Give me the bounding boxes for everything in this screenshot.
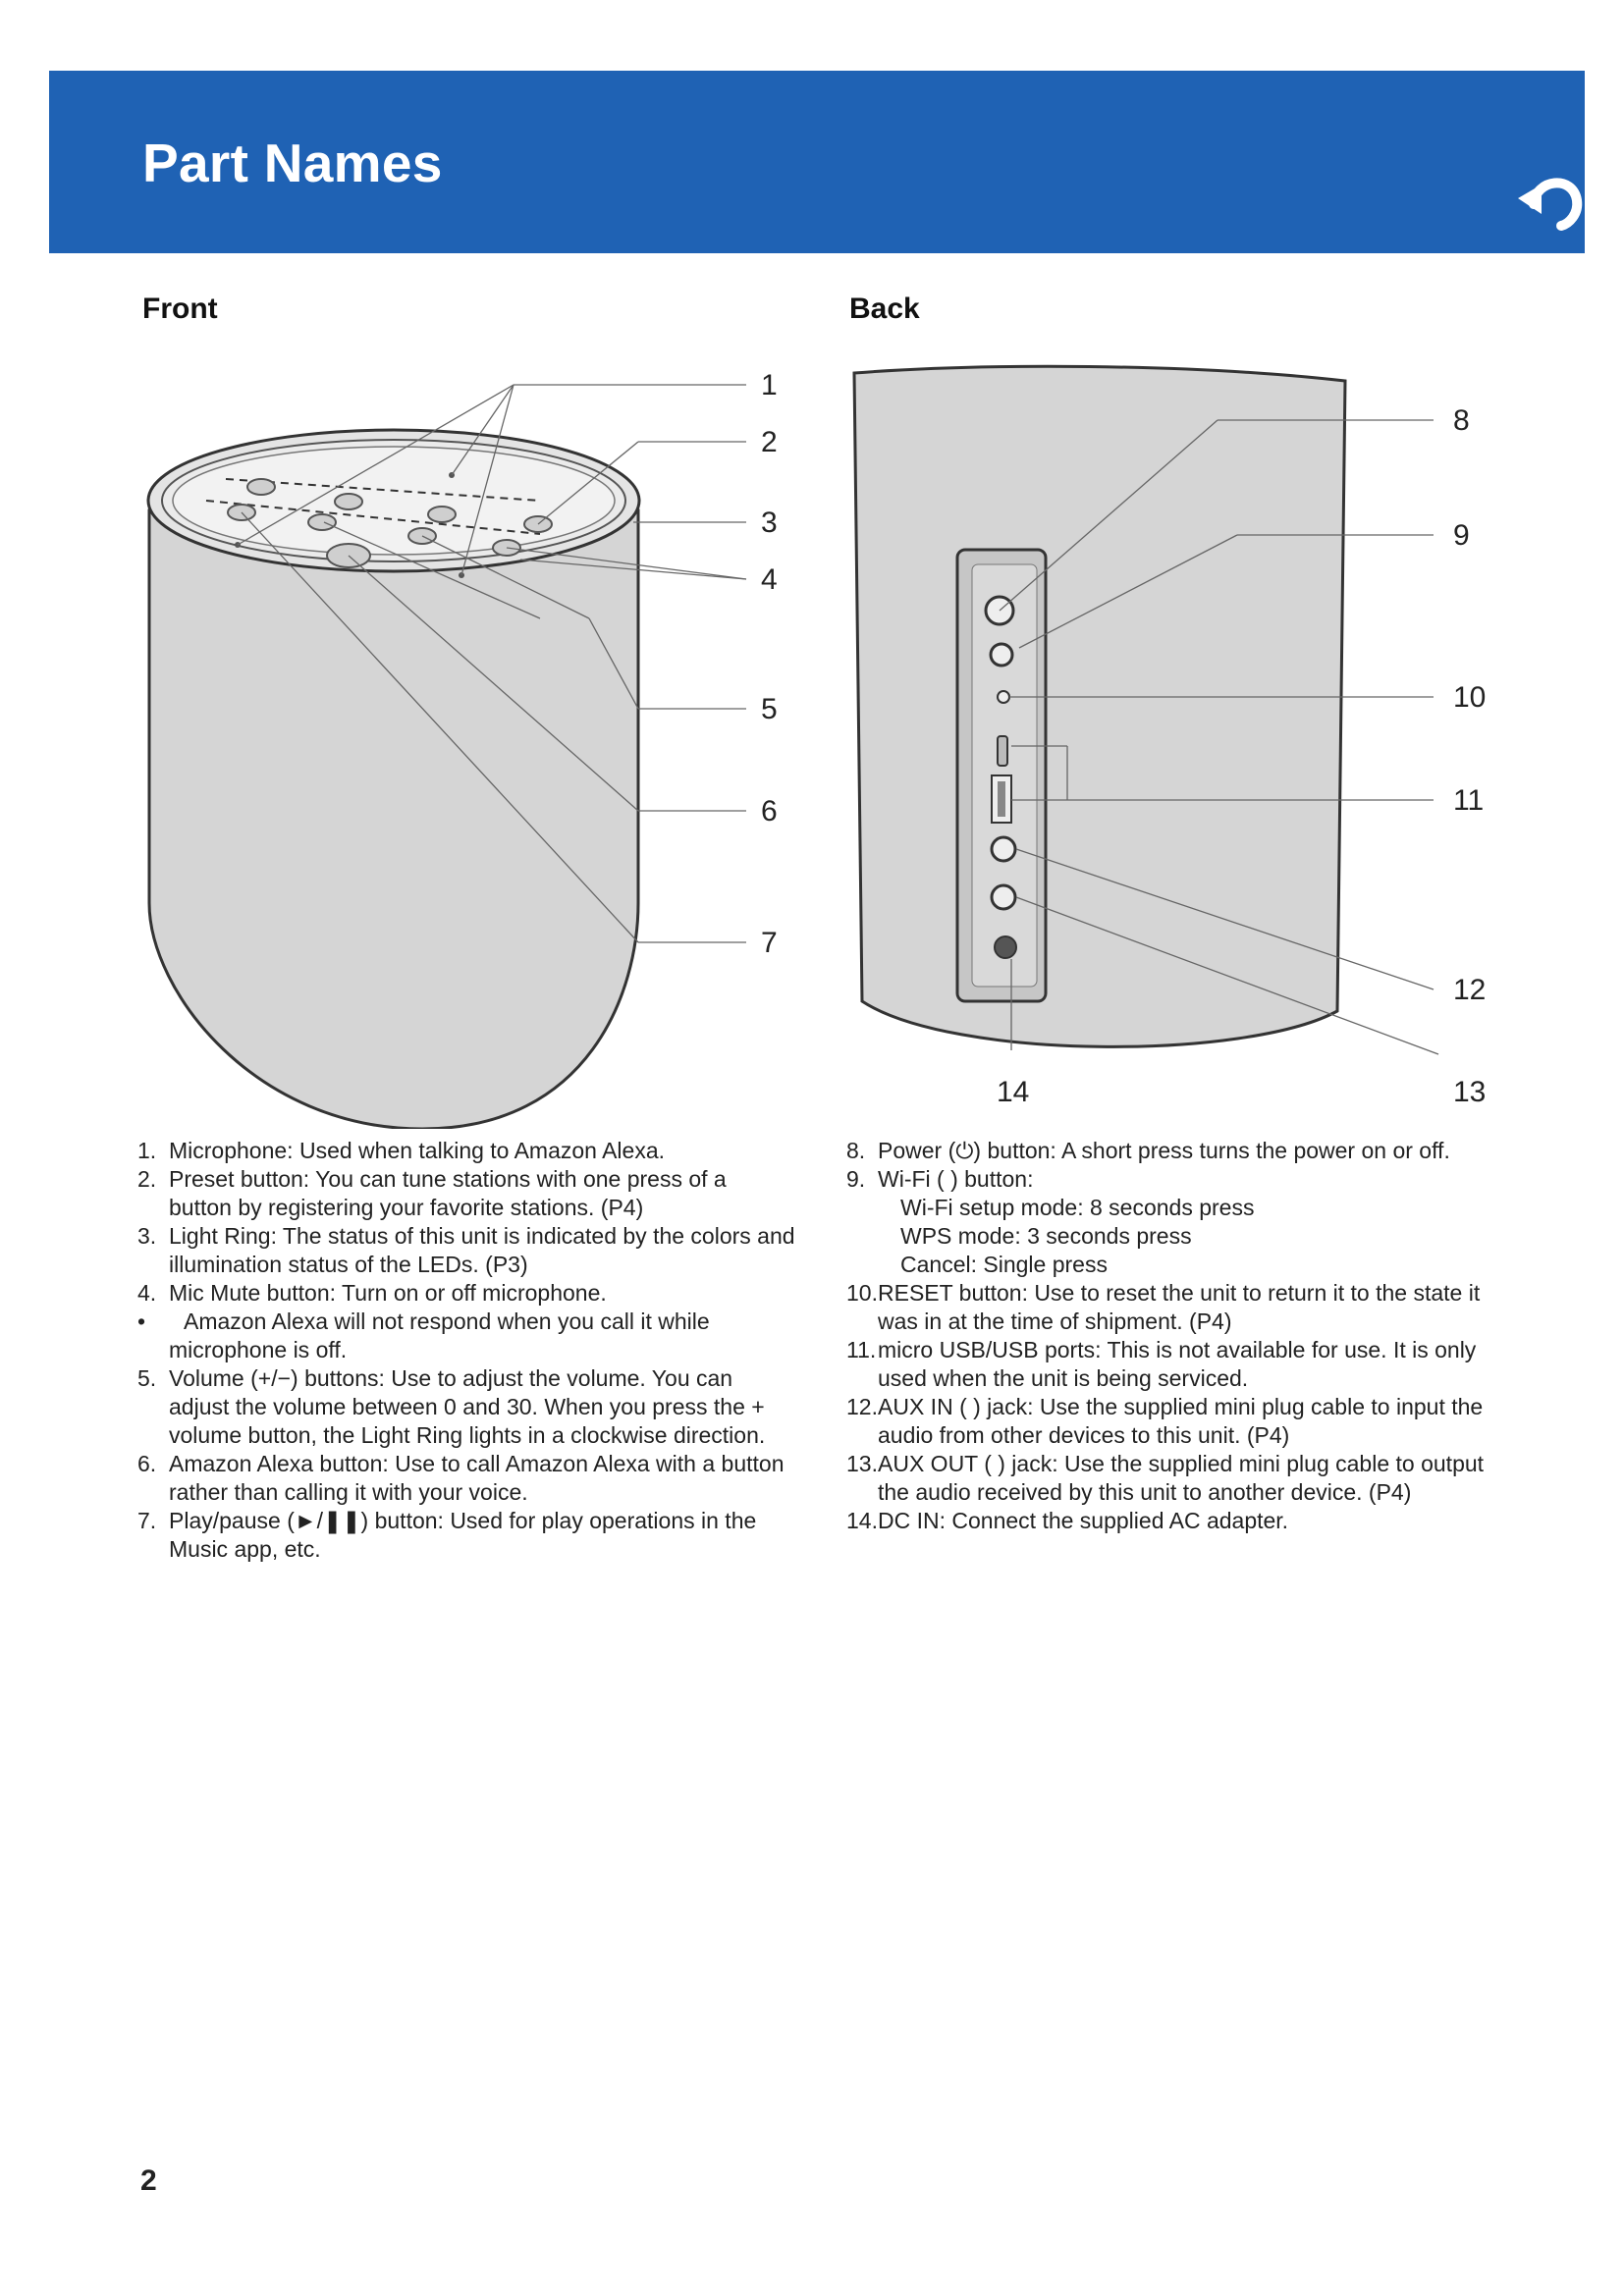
- list-item: 10. RESET button: Use to reset the unit to return it to the state it was in at the time of shipment. (P4): [846, 1280, 1481, 1334]
- front-parts-list: [137, 1137, 795, 1564]
- callout-5: 5: [761, 693, 778, 725]
- callout-10: 10: [1453, 681, 1487, 714]
- list-item: 12. AUX IN ( ) jack: Use the supplied mini plug cable to input the audio from other devices to this unit. (P4): [846, 1394, 1484, 1448]
- list-item: 2. Preset button: You can tune stations with one press of a button by registering your favorite stations. (P4): [137, 1166, 727, 1220]
- list-item: 13. AUX OUT ( ) jack: Use the supplied mini plug cable to output the audio received by this unit to another device. (P4): [846, 1451, 1485, 1505]
- callout-13: 13: [1453, 1076, 1487, 1108]
- callout-7: 7: [761, 927, 778, 959]
- back-speaker-diagram: [835, 353, 1512, 1129]
- back-parts-list: [846, 1137, 1504, 1535]
- callout-11: 11: [1453, 784, 1485, 817]
- page-number: 2: [140, 2164, 157, 2197]
- callout-3: 3: [761, 507, 778, 539]
- list-item: 7. Play/pause (►/❚❚) button: Used for play operations in the Music app, etc.: [137, 1508, 757, 1562]
- dc-in-jack: [995, 936, 1016, 958]
- wifi-button: [991, 644, 1012, 666]
- list-item: 5. Volume (+/−) buttons: Use to adjust the volume. You can adjust the volume between 0 and 30. When you press the + volume button, the Light Ring lights in a clockwise direction.: [137, 1365, 766, 1448]
- page-title: Part Names: [142, 133, 443, 193]
- list-item: 11. micro USB/USB ports: This is not available for use. It is only used when the unit is being serviced.: [846, 1337, 1477, 1391]
- front-heading: Front: [142, 293, 218, 325]
- list-item: 3. Light Ring: The status of this unit is indicated by the colors and illumination status of the LEDs. (P3): [137, 1223, 795, 1277]
- back-heading: Back: [849, 293, 920, 325]
- list-item: 9. Wi-Fi ( ) button:: [846, 1166, 1034, 1192]
- front-speaker-diagram: [128, 353, 805, 1129]
- reset-button: [998, 691, 1009, 703]
- callout-9: 9: [1453, 519, 1470, 552]
- list-item: 14. DC IN: Connect the supplied AC adapter.: [846, 1508, 1289, 1533]
- callout-12: 12: [1453, 974, 1487, 1006]
- list-item: 1. Microphone: Used when talking to Amazon Alexa.: [137, 1138, 666, 1163]
- micro-usb-port: [998, 736, 1007, 766]
- header-banner: [49, 71, 1585, 253]
- callout-1: 1: [761, 369, 778, 401]
- speaker-body: [149, 510, 638, 1129]
- callout-14: 14: [997, 1076, 1030, 1108]
- list-item: 6. Amazon Alexa button: Use to call Amazon Alexa with a button rather than calling it with your voice.: [137, 1451, 785, 1505]
- list-item: 8. Power (⏻) button: A short press turns the power on or off.: [846, 1138, 1450, 1163]
- list-item: Wi-Fi setup mode: 8 seconds press: [900, 1195, 1255, 1220]
- callout-2: 2: [761, 426, 778, 458]
- list-item: 4. Mic Mute button: Turn on or off microphone.: [137, 1280, 607, 1306]
- list-item: Cancel: Single press: [900, 1252, 1108, 1277]
- speaker-back-body: [854, 366, 1345, 1046]
- callout-6: 6: [761, 795, 778, 828]
- aux-in-jack: [992, 837, 1015, 861]
- list-item: • Amazon Alexa will not respond when you call it while microphone is off.: [137, 1308, 710, 1362]
- return-arrow-icon[interactable]: [1514, 157, 1593, 236]
- callout-8: 8: [1453, 404, 1470, 437]
- callout-4: 4: [761, 563, 778, 596]
- aux-out-jack: [992, 885, 1015, 909]
- list-item: WPS mode: 3 seconds press: [900, 1223, 1192, 1249]
